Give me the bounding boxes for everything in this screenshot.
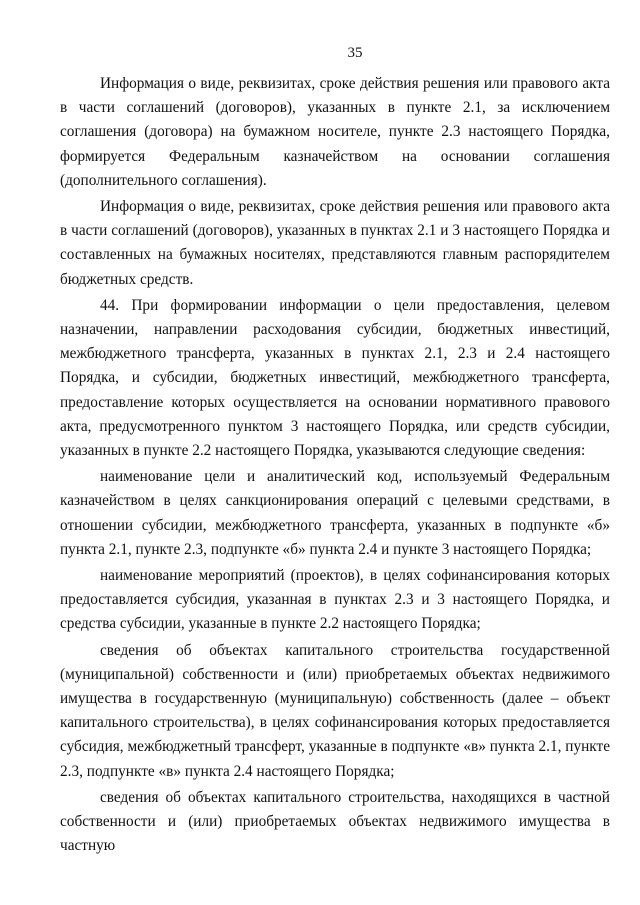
paragraph-state-construction-objects: сведения об объектах капитального строительства государственной (муниципальной) собственности и (или) приобретаемых объектах недвижимого имущества в государственную (муниципальную) собственность (далее – объект капитального строительства), в целях софинансирования которых предоставляется субсидия, межбюджетный трансферт, указанные в подпункте «в» пункта 2.1, пункте 2.3, подпункте «в» пункта 2.4 настоящего Порядка; — [60, 641, 610, 780]
paragraph-info-agreements: Информация о виде, реквизитах, сроке действия решения или правового акта в части соглашений (договоров), указанных в пункте 2.1, за исключением соглашения (договора) на бумажном носителе, пункте 2.3 настоящего Порядка, формируется Федеральным казначейством на основании соглашения (дополнительного соглашения). — [60, 75, 610, 189]
paragraph-clause-44: 44. При формировании информации о цели предоставления, целевом назначении, направлении расходования субсидии, бюджетных инвестиций, межбюджетного трансферта, указанных в пунктах 2.1, 2.3 и 2.4 настоящего Порядка, и субсидии, бюджетных инвестиций, межбюджетного трансферта, предоставление которых осуществляется на основании нормативного правового акта, предусмотренного пунктом 3 настоящего Порядка, или средств субсидии, указанных в пункте 2.2 настоящего Порядка, указываются следующие сведения: — [60, 296, 610, 460]
page-number: 35 — [347, 45, 363, 61]
paragraph-goal-name-code: наименование цели и аналитический код, используемый Федеральным казначейством в целях санкционирования операций с целевыми средствами, в отношении субсидии, межбюджетного трансферта, указанных в подпункте «б» пункта 2.1, пункте 2.3, подпункте «б» пункта 2.4 и пункте 3 настоящего Порядка; — [60, 468, 610, 558]
paragraph-info-paper-agreements: Информация о виде, реквизитах, сроке действия решения или правового акта в части соглашений (договоров), указанных в пунктах 2.1 и 3 настоящего Порядка и составленных на бумажных носителях, представляются главным распорядителем бюджетных средств. — [60, 198, 610, 288]
paragraph-private-construction-objects: сведения об объектах капитального строительства, находящихся в частной собственности и (или) приобретаемых объектах недвижимого имущества в частную — [60, 788, 610, 855]
paragraph-events-name: наименование мероприятий (проектов), в целях софинансирования которых предоставляется субсидия, указанная в пунктах 2.3 и 3 настоящего Порядка, и средства субсидии, указанные в пункте 2.2 настоящего Порядка; — [60, 567, 610, 633]
